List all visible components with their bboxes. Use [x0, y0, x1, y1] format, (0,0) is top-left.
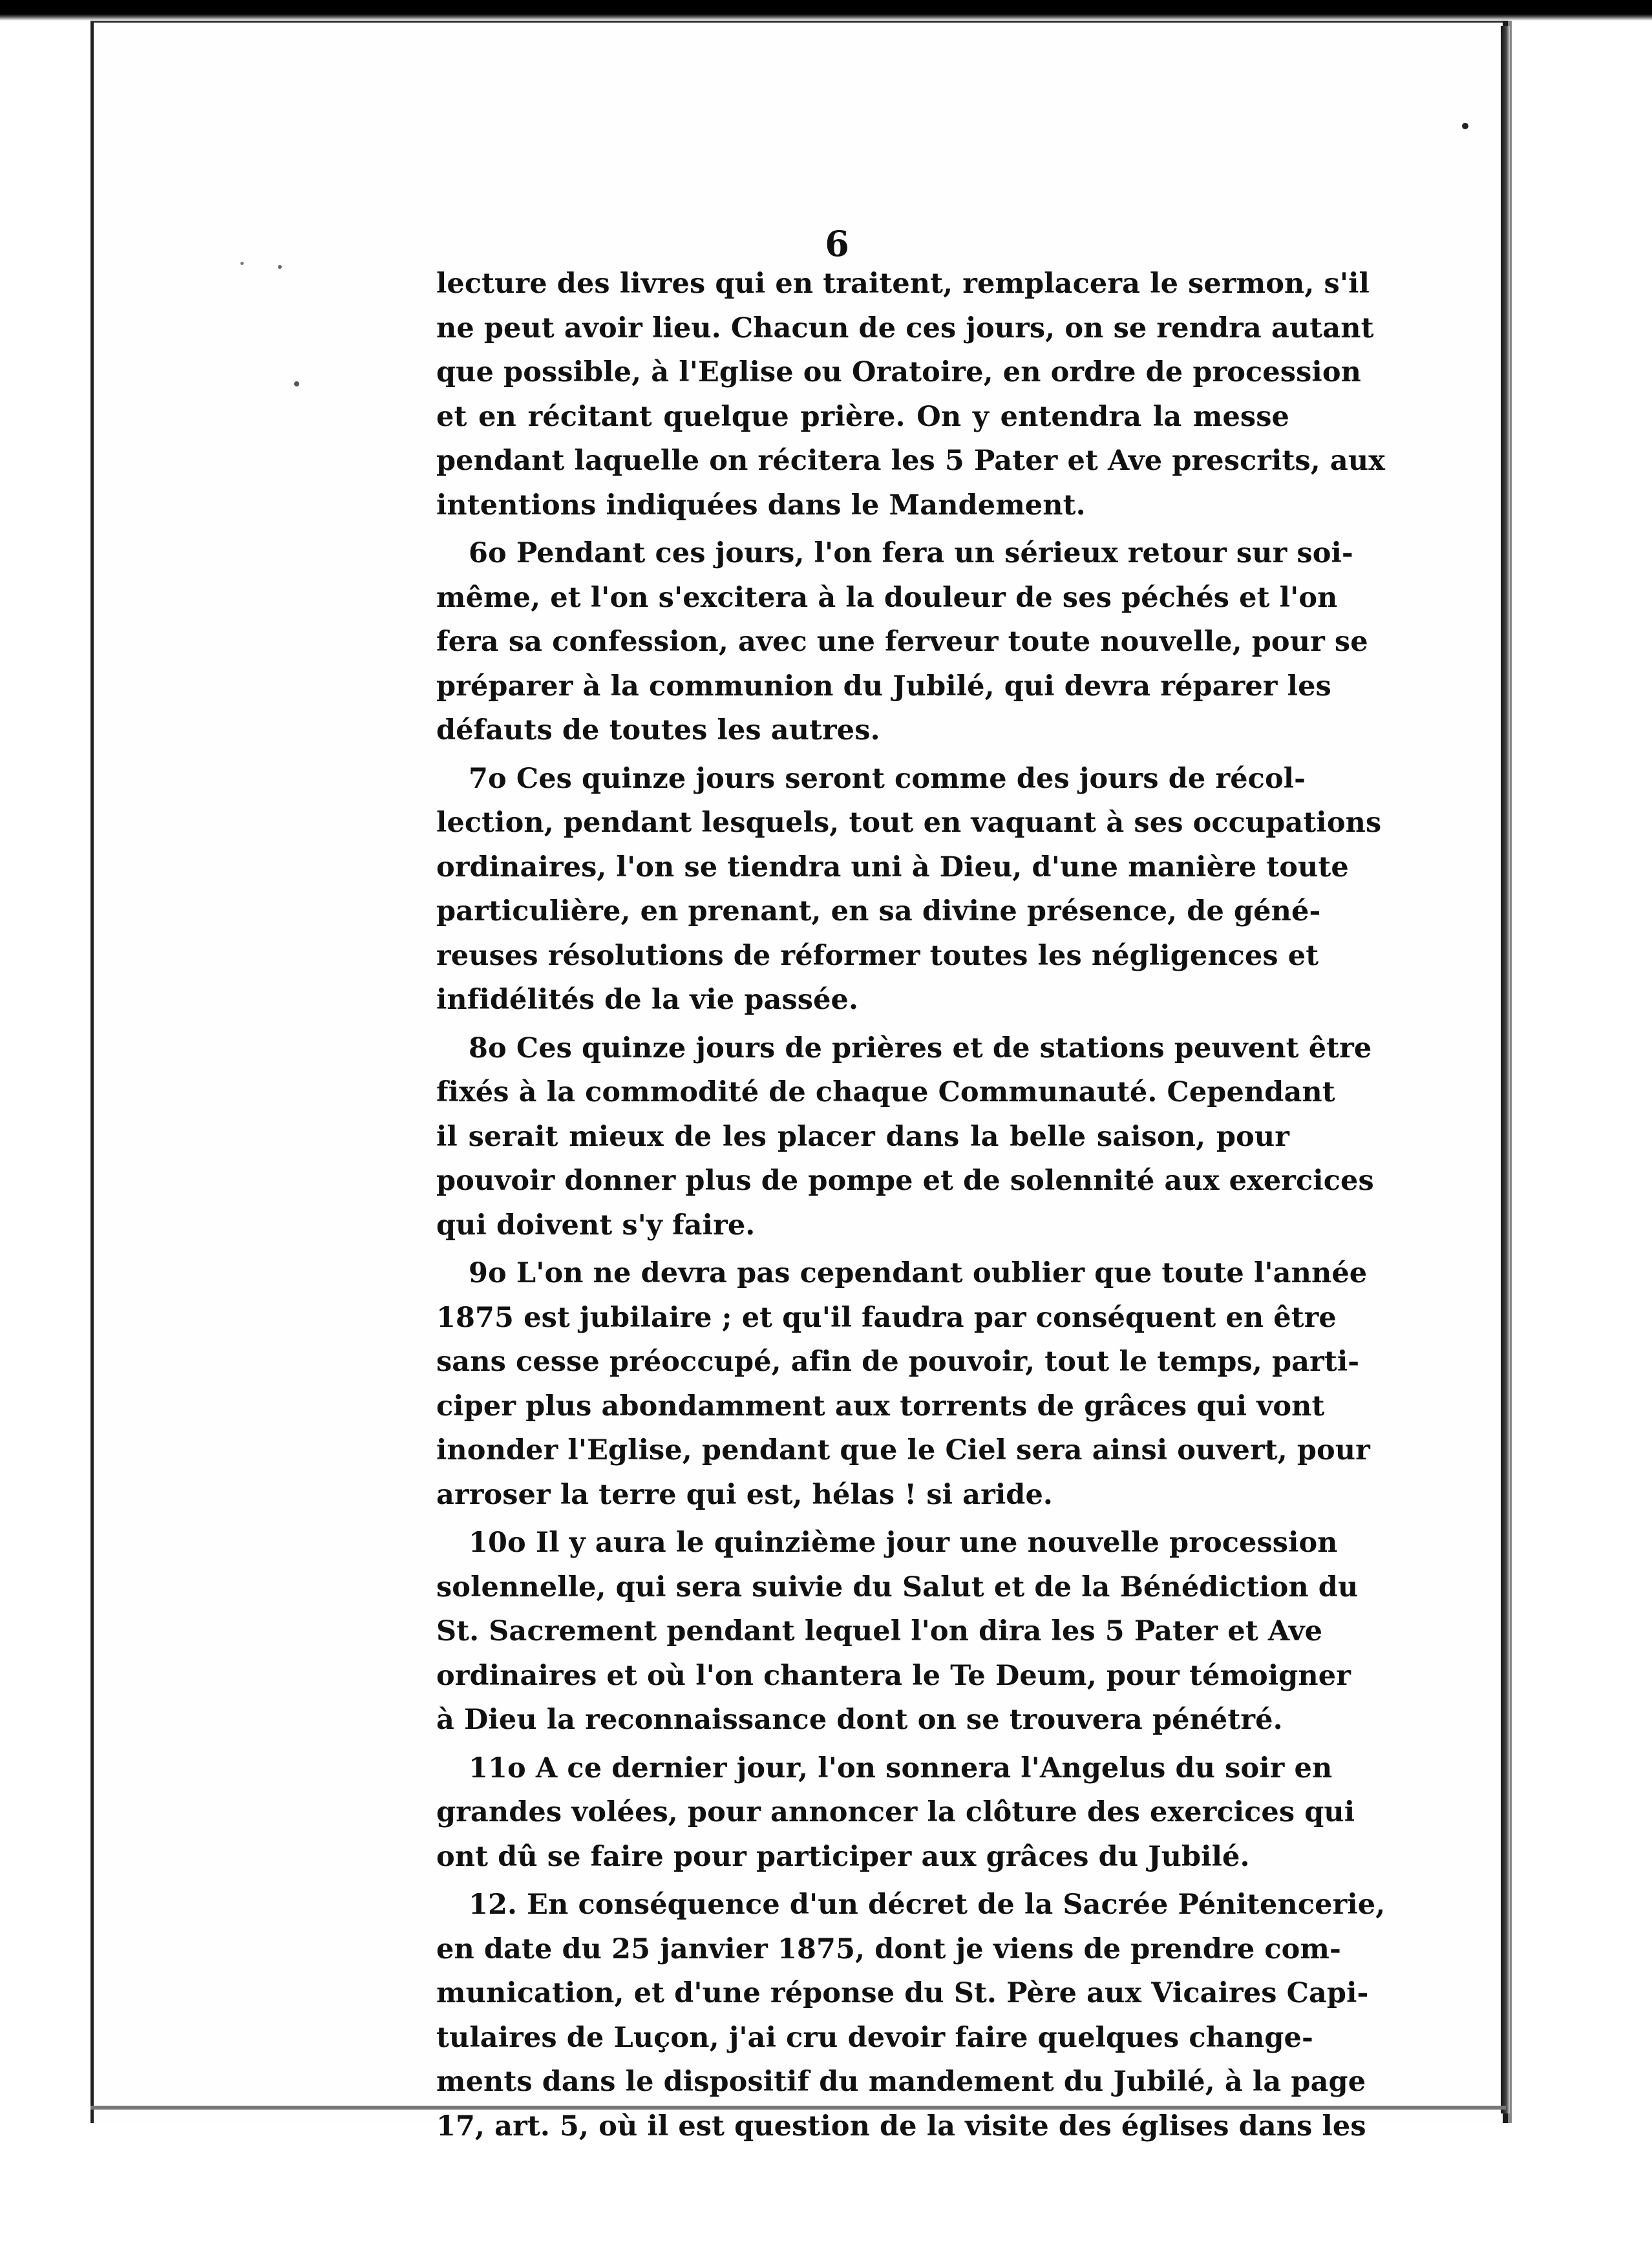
text-line: solennelle, qui sera suivie du Salut et de la Bénédiction du [436, 1571, 1359, 1604]
page-edge-shadow [1501, 26, 1510, 2113]
text-line: inonder l'Eglise, pendant que le Ciel sera ainsi ouvert, pour [436, 1434, 1370, 1466]
text-line: intentions indiquées dans le Mandement. [436, 489, 1086, 522]
text-line: 17, art. 5, où il est question de la visite des églises dans les [436, 2110, 1366, 2143]
text-line: 11o A ce dernier jour, l'on sonnera l'Angelus du soir en [469, 1752, 1333, 1784]
text-line: fixés à la commodité de chaque Communauté. Cependant [436, 1076, 1335, 1108]
text-line: qui doivent s'y faire. [436, 1209, 756, 1242]
text-line: sans cesse préoccupé, afin de pouvoir, tout le temps, parti- [436, 1346, 1360, 1378]
paragraph [436, 1883, 1386, 2148]
paragraph [436, 531, 1368, 753]
scan-speck [278, 265, 282, 269]
text-line: tulaires de Luçon, j'ai cru devoir faire quelques change- [436, 2021, 1313, 2054]
text-line: ont dû se faire pour participer aux grâces du Jubilé. [436, 1840, 1250, 1873]
body-text [436, 262, 1386, 2148]
paragraph [436, 1026, 1374, 1248]
text-line: 7o Ces quinze jours seront comme des jours de récol- [469, 762, 1306, 795]
paragraph [436, 757, 1382, 1022]
text-line: que possible, à l'Eglise ou Oratoire, en ordre de procession [436, 356, 1361, 388]
text-line: en date du 25 janvier 1875, dont je viens de prendre com- [436, 1932, 1341, 1965]
text-line: 10o Il y aura le quinzième jour une nouvelle procession [469, 1527, 1338, 1559]
text-line: infidélités de la vie passée. [436, 984, 859, 1016]
scanner-top-shadow [0, 0, 1652, 21]
text-line: 8o Ces quinze jours de prières et de stations peuvent être [469, 1032, 1372, 1064]
scan-speck [240, 262, 244, 265]
scan-speck [1462, 123, 1468, 129]
paragraph [436, 1746, 1355, 1879]
text-line: 1875 est jubilaire ; et qu'il faudra par conséquent en être [436, 1301, 1337, 1334]
text-line: pouvoir donner plus de pompe et de solennité aux exercices [436, 1165, 1374, 1197]
text-line: munication, et d'une réponse du St. Père aux Vicaires Capi- [436, 1977, 1369, 2009]
text-line: il serait mieux de les placer dans la belle saison, pour [436, 1120, 1289, 1153]
paragraph [436, 262, 1385, 527]
text-line: préparer à la communion du Jubilé, qui devra réparer les [436, 670, 1331, 703]
page-number: 6 [825, 223, 849, 264]
text-line: St. Sacrement pendant lequel l'on dira les 5 Pater et Ave [436, 1615, 1323, 1647]
text-line: 9o L'on ne devra pas cependant oublier que toute l'année [469, 1257, 1368, 1289]
text-line: ordinaires et où l'on chantera le Te Deum, pour témoigner [436, 1659, 1351, 1692]
text-line: grandes volées, pour annoncer la clôture des exercices qui [436, 1796, 1355, 1828]
text-line: lecture des livres qui en traitent, remplacera le sermon, s'il [436, 268, 1370, 300]
text-line: fera sa confession, avec une ferveur toute nouvelle, pour se [436, 626, 1368, 658]
text-line: ciper plus abondamment aux torrents de grâces qui vont [436, 1390, 1325, 1423]
text-line: même, et l'on s'excitera à la douleur de ses péchés et l'on [436, 581, 1338, 614]
text-line: ne peut avoir lieu. Chacun de ces jours, on se rendra autant [436, 312, 1374, 344]
text-line: reuses résolutions de réformer toutes les négligences et [436, 939, 1319, 972]
text-line: et en récitant quelque prière. On y entendra la messe [436, 400, 1289, 433]
scan-speck [294, 381, 299, 386]
text-line: à Dieu la reconnaissance dont on se trouvera pénétré. [436, 1704, 1283, 1736]
paragraph [436, 1521, 1359, 1742]
paragraph [436, 1251, 1370, 1517]
text-line: ments dans le dispositif du mandement du Jubilé, à la page [436, 2066, 1366, 2098]
text-line: pendant laquelle on récitera les 5 Pater et Ave prescrits, aux [436, 445, 1385, 477]
text-line: lection, pendant lesquels, tout en vaquant à ses occupations [436, 807, 1382, 839]
text-line: ordinaires, l'on se tiendra uni à Dieu, d'une manière toute [436, 851, 1349, 884]
text-line: 12. En conséquence d'un décret de la Sacrée Pénitencerie, [469, 1889, 1386, 1921]
text-line: arroser la terre qui est, hélas ! si aride. [436, 1478, 1053, 1511]
text-line: défauts de toutes les autres. [436, 714, 880, 746]
text-line: 6o Pendant ces jours, l'on fera un sérieux retour sur soi- [469, 537, 1353, 569]
text-line: particulière, en prenant, en sa divine présence, de géné- [436, 895, 1321, 927]
